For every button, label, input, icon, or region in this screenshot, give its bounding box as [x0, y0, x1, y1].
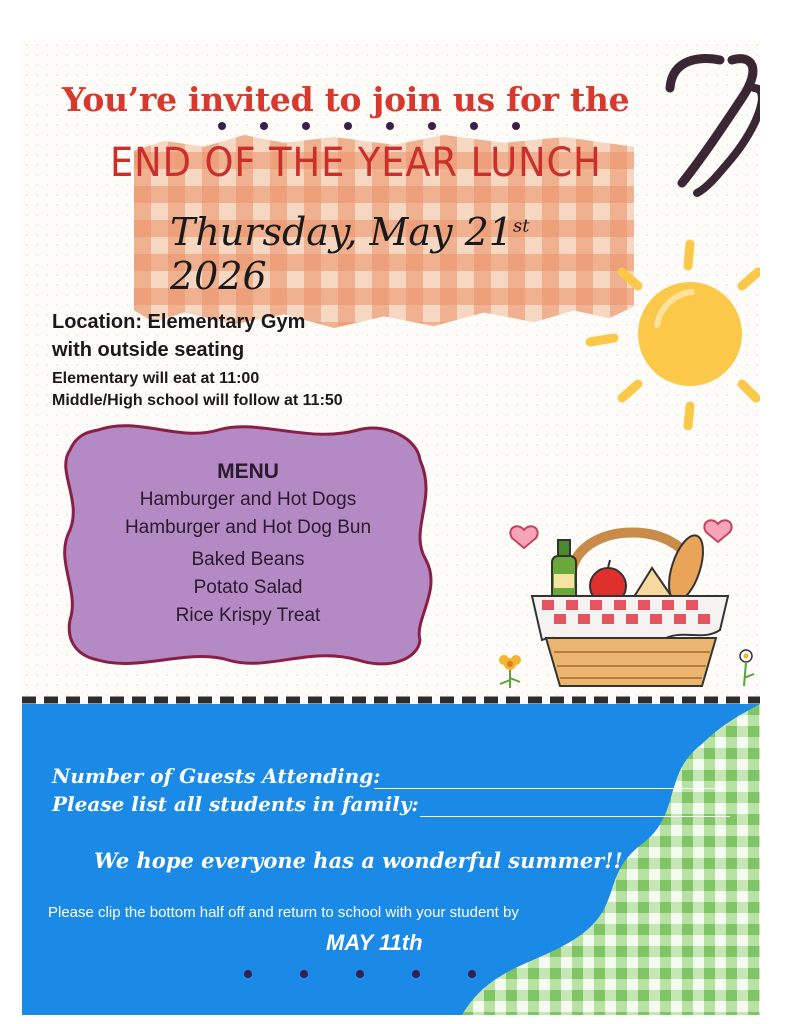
date-year: 2026	[170, 254, 267, 298]
menu-item: Baked Beans	[191, 549, 305, 570]
schedule-line-2: Middle/High school will follow at 11:50	[52, 392, 343, 409]
heart-icon	[704, 520, 731, 542]
menu-content	[58, 420, 438, 670]
flower-icon	[740, 650, 754, 686]
squiggle-lines-icon	[662, 48, 760, 198]
summer-wish: We hope everyone has a wonderful summer!!	[94, 848, 623, 873]
schedule-line-1: Elementary will eat at 11:00	[52, 370, 260, 387]
guests-field[interactable]	[374, 788, 724, 789]
menu-item: Rice Krispy Treat	[175, 605, 321, 626]
invite-heading: You’re invited to join us for the	[62, 80, 630, 119]
return-slip	[22, 704, 760, 1015]
heart-icon	[510, 526, 537, 548]
menu-item: Hamburger and Hot Dogs	[139, 489, 357, 510]
menu-title: MENU	[217, 460, 279, 483]
due-date: MAY 11th	[326, 930, 423, 955]
cut-line-divider	[22, 696, 760, 704]
date-suffix: st	[512, 215, 530, 237]
location-line-2: with outside seating	[52, 339, 245, 361]
location-block	[52, 308, 305, 364]
invitation-flyer	[22, 40, 760, 1015]
menu-item: Potato Salad	[193, 577, 303, 598]
sun-icon	[582, 230, 760, 430]
menu-card	[58, 420, 438, 670]
guests-label: Number of Guests Attending:	[52, 764, 381, 788]
date-main: Thursday, May 21	[170, 210, 513, 254]
menu-item: Hamburger and Hot Dog Bun	[124, 517, 372, 538]
event-name: END OF THE YEAR LUNCH	[110, 140, 602, 186]
event-date	[170, 210, 590, 298]
location-line-1: Location: Elementary Gym	[52, 311, 306, 333]
picnic-basket-icon	[462, 510, 760, 690]
students-field[interactable]	[420, 816, 730, 817]
return-instructions: Please clip the bottom half off and return to school with your student by	[48, 904, 519, 921]
schedule-block	[52, 368, 343, 412]
flower-icon	[499, 655, 521, 688]
students-label: Please list all students in family:	[52, 792, 419, 816]
